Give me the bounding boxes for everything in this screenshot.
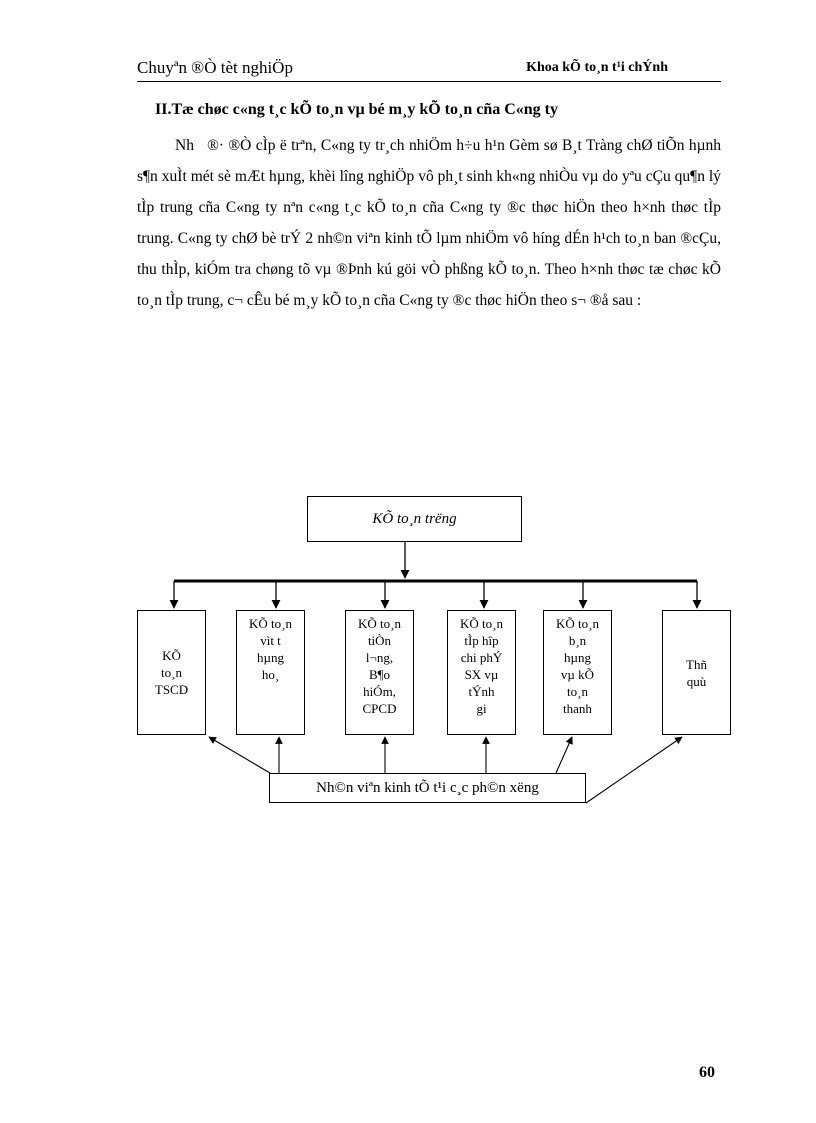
box-line: SX vµ: [464, 667, 499, 682]
bottom-arrow-6: [586, 737, 682, 803]
accountant-box-fixed-assets: [137, 610, 206, 735]
header-right: Khoa kÕ to¸n t¹i chÝnh: [526, 60, 668, 75]
box-line: KÕ to¸n: [556, 616, 599, 631]
bottom-arrow-5: [556, 737, 572, 773]
box-line: hµng: [257, 650, 284, 665]
box-line: ho¸: [261, 667, 280, 682]
box-line: KÕ to¸n: [460, 616, 503, 631]
box-line: tÌp hîp: [464, 633, 499, 648]
box-line: hµng: [564, 650, 591, 665]
box-line: b¸n: [568, 633, 587, 648]
box-line: l¬ng,: [365, 650, 394, 665]
box-line: vµ kÕ: [560, 667, 595, 682]
workshop-staff-box: Nh©n viªn kinh tÕ t¹i c¸c ph©n xëng: [269, 773, 586, 803]
box-line: KÕ to¸n: [249, 616, 292, 631]
box-line: tÝnh: [468, 684, 495, 699]
body-paragraph: Nh ®· ®Ò cÌp ë trªn, C«ng ty tr¸ch nhiÖm h÷u h¹n Gèm sø B¸t Tràng chØ tiÕn hµnh s¶n xuÌt mét sè mÆt hµng, khèi lîng nghiÖp vô ph¸t sinh kh«ng nhiÒu vµ do yªu cÇu qu¶n lý tÌp trung cña C«ng ty nªn c«ng t¸c kÕ to¸n cña C«ng ty ®c thøc hiÖn theo h×nh thøc tÌp trung. C«ng ty chØ bè trÝ 2 nh©n viªn kinh tÕ lµm nhiÖm vô híng dÉn h¹ch to¸n ban ®cÇu, thu thÌp, kiÓm tra chøng tõ vµ ®Þnh kú göi vÒ phßng kÕ to¸n. Theo h×nh thøc tæ chøc kÕ to¸n tÌp trung, c¬ cÊu bé m¸y kÕ to¸n cña C«ng ty ®c thøc hiÖn theo s¬ ®å sau :: [137, 137, 721, 309]
accountant-box-salary: [345, 610, 414, 735]
box-line: KÕ: [162, 648, 181, 663]
treasurer-box: [662, 610, 731, 735]
header-left: Chuyªn ®Ò tèt nghiÖp: [137, 58, 293, 77]
page-number: 60: [699, 1064, 715, 1081]
box-line: chi phÝ: [460, 650, 503, 665]
box-line: to¸n: [567, 684, 588, 699]
box-line: hiÓm,: [363, 684, 396, 699]
bottom-arrow-1: [209, 737, 270, 773]
box-line: B¶o: [368, 667, 391, 682]
box-line: thanh: [563, 701, 592, 716]
accountant-box-sales: [543, 610, 612, 735]
accountant-box-cost: [447, 610, 516, 735]
box-line: KÕ to¸n: [358, 616, 401, 631]
box-line: CPCD: [362, 701, 397, 716]
box-line: to¸n: [161, 665, 182, 680]
chief-accountant-box: KÕ to¸n trëng: [307, 496, 522, 542]
box-line: gi: [476, 701, 487, 716]
box-line: TSCD: [154, 682, 189, 697]
box-line: tiÒn: [367, 633, 392, 648]
section-title: II.Tæ chøc c«ng t¸c kÕ to¸n vµ bé m¸y kÕ to¸n cña C«ng ty: [155, 101, 558, 118]
box-line: vìt t: [260, 633, 281, 648]
accountant-box-materials: [236, 610, 305, 735]
box-line: quù: [686, 673, 707, 689]
box-line: Thñ: [686, 656, 707, 672]
